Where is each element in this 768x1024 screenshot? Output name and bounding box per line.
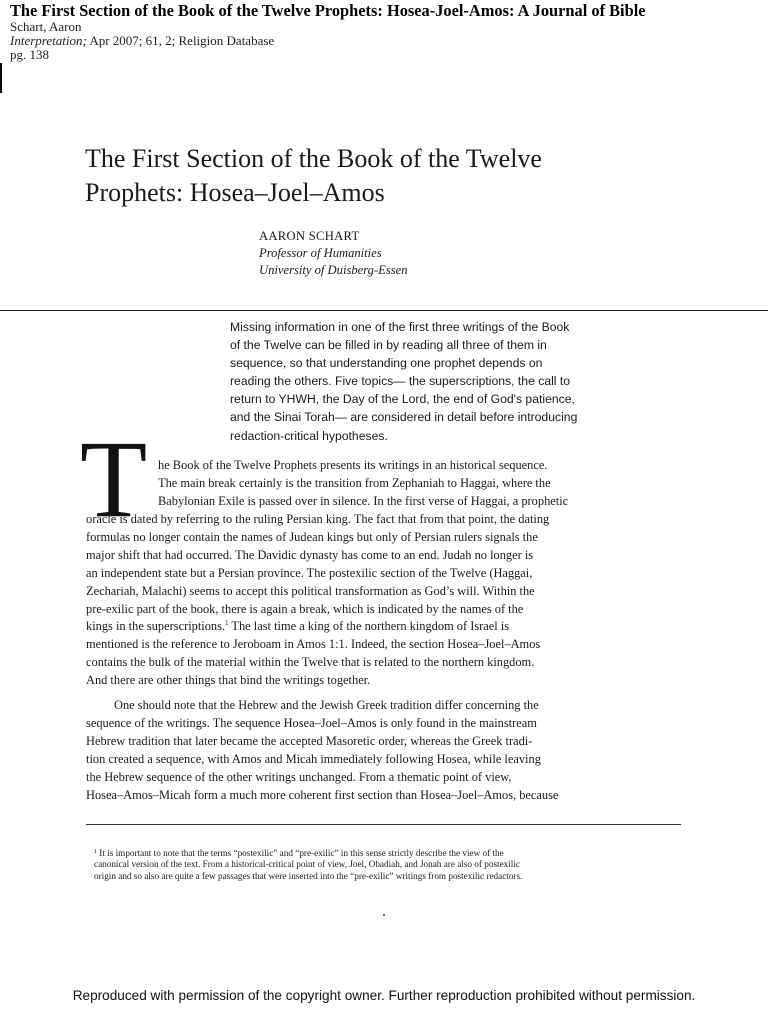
abstract	[230, 318, 690, 445]
footnote-line: canonical version of the text. From a historical-critical point of view, Joel, Obadiah, and Jonah are also of postexilic	[94, 859, 520, 870]
database-page: pg. 138	[10, 47, 49, 62]
author-role: Professor of Humanities	[259, 246, 382, 260]
drop-cap: T	[80, 418, 148, 540]
abstract-line: reading the others. Five topics— the superscriptions, the call to	[230, 374, 571, 389]
body-line: an independent state but a Persian province. The postexilic section of the Twelve (Haggai,	[86, 565, 533, 580]
body-line	[86, 618, 681, 636]
footnote-marker: 1	[94, 849, 97, 855]
article-title-line: The First Section of the Book of the Twelve	[85, 144, 542, 173]
body-paragraph-2	[86, 697, 681, 804]
footnote	[94, 848, 680, 882]
body-line: The main break certainly is the transition from Zephaniah to Haggai, where the	[158, 475, 551, 490]
body-line: Hosea–Amos–Micah form a much more coherent first section than Hosea–Joel–Amos, because	[86, 787, 559, 802]
body-line: contains the bulk of the material within the Twelve that is related to the northern kingdom.	[86, 655, 535, 670]
footnote-rule	[86, 824, 681, 825]
abstract-line: Missing information in one of the first three writings of the Book	[230, 320, 570, 334]
body-line: sequence of the writings. The sequence Hosea–Joel–Amos is only found in the mainstream	[86, 715, 537, 730]
body-line: mentioned is the reference to Jeroboam in Amos 1:1. Indeed, the section Hosea–Joel–Amos	[86, 637, 541, 652]
body-line: Hebrew tradition that later became the accepted Masoretic order, whereas the Greek tradi-	[86, 733, 533, 748]
footnote-reference[interactable]: 1	[225, 619, 229, 628]
author-institution: University of Duisberg-Essen	[259, 263, 408, 277]
abstract-line: and the Sinai Torah— are considered in detail before introducing	[230, 410, 578, 425]
author-name: AARON SCHART	[259, 229, 360, 243]
body-line: Zechariah, Malachi) seems to accept this political transformation as God’s will. Within the	[86, 583, 535, 598]
body-line: One should note that the Hebrew and the Jewish Greek tradition differ concerning the	[114, 698, 539, 712]
footnote-line: origin and so also are quite a few passages that were inserted into the “pre-exilic” writings from postexilic redactors.	[94, 870, 523, 881]
body-line: pre-exilic part of the book, there is again a break, which is indicated by the names of the	[86, 601, 524, 616]
footnote-text: It is important to note that the terms “postexilic” and “pre-exilic” in this sense strictly describe the view of the	[97, 848, 504, 858]
body-line: oracle is dated by referring to the ruling Persian king. The fact that from that point, the dating	[86, 512, 550, 526]
body-line: And there are other things that bind the writings together.	[86, 673, 371, 688]
citation-details: Apr 2007; 61, 2; Religion Database	[86, 33, 275, 48]
body-paragraph-1-opening	[158, 457, 681, 511]
body-text-span: kings in the superscriptions.	[86, 619, 226, 634]
abstract-line: of the Twelve can be filled in by reading all three of them in	[230, 338, 547, 353]
database-citation	[10, 34, 768, 48]
body-paragraph-1	[86, 511, 681, 690]
database-header	[10, 2, 768, 62]
journal-name: Interpretation;	[10, 33, 87, 48]
permission-notice: Reproduced with permission of the copyright owner. Further reproduction prohibited without permission.	[72, 988, 696, 1003]
body-line: tion created a sequence, with Amos and Micah immediately following Hosea, while leaving	[86, 751, 541, 766]
database-author: Schart, Aaron	[10, 19, 82, 34]
article-title-line: Prophets: Hosea–Joel–Amos	[85, 178, 385, 207]
margin-mark	[0, 63, 2, 93]
article-title	[85, 142, 725, 210]
body-line: Babylonian Exile is passed over in silence. In the first verse of Haggai, a prophetic	[158, 493, 569, 508]
header-rule	[0, 310, 768, 311]
abstract-line: sequence, so that understanding one prophet depends on	[230, 356, 543, 371]
footnote-line	[94, 848, 680, 859]
author-block	[259, 228, 408, 279]
body-text-span: The last time a king of the northern kingdom of Israel is	[228, 619, 510, 634]
abstract-line: return to YHWH, the Day of the Lord, the end of God's patience,	[230, 392, 575, 407]
body-line: the Hebrew sequence of the other writings unchanged. From a thematic point of view,	[86, 769, 512, 784]
body-line: major shift that had occurred. The Davidic dynasty has come to an end. Judah no longer is	[86, 547, 534, 562]
abstract-line: redaction-critical hypotheses.	[230, 428, 388, 443]
database-title: The First Section of the Book of the Twelve Prophets: Hosea-Joel-Amos: A Journal of Bible	[10, 1, 646, 20]
body-line: formulas no longer contain the names of Judean kings but only of Persian rulers signals the	[86, 529, 538, 544]
body-line: he Book of the Twelve Prophets presents its writings in an historical sequence.	[158, 458, 548, 472]
page-dot	[383, 914, 385, 916]
